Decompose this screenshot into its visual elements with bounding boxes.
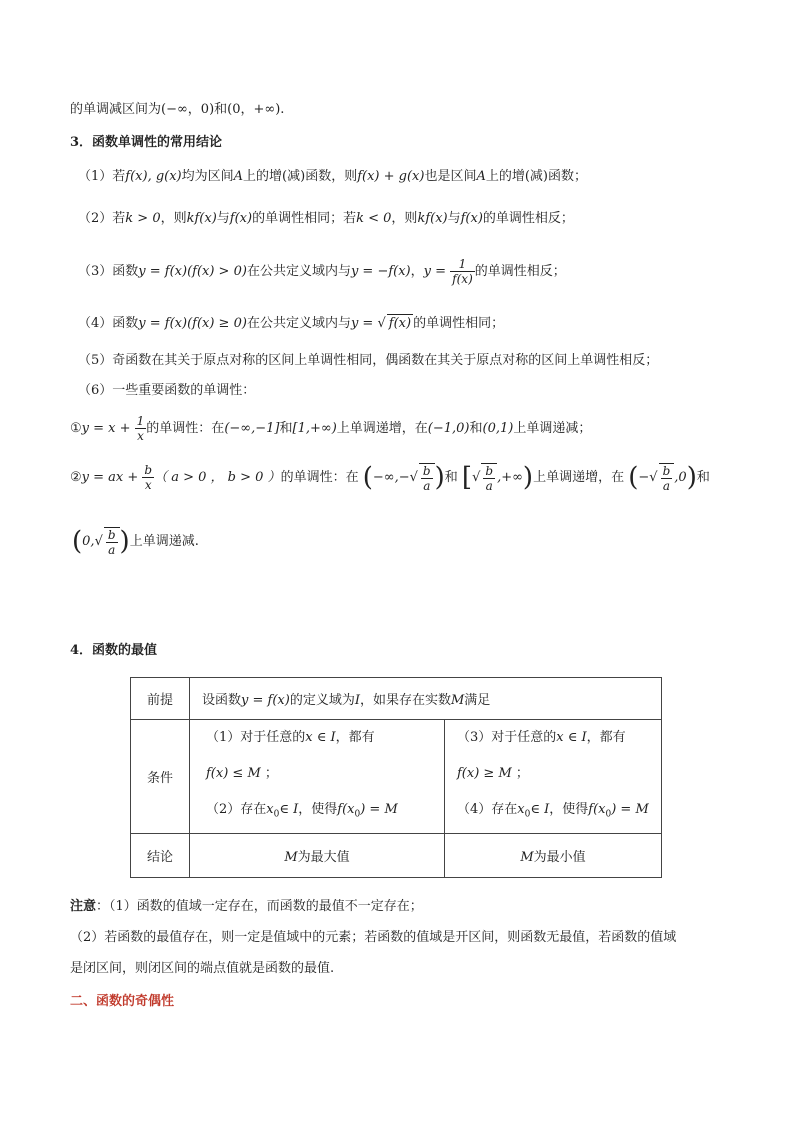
premise-cell: 设函数y = f(x)的定义域为I，如果存在实数M满足 [190, 678, 662, 720]
left-paren: ( [362, 462, 373, 493]
function-case-1: ①y = x + $\frac{1}{x}$ 的单调性：在(−∞,−1]和[1,+∞)上单调递增，在(−1,0)和(0,1)上单调递减； [70, 414, 592, 443]
note-2-line-1: （2）若函数的最值存在，则一定是值域中的元素；若函数的值域是开区间，则函数无最值，若函数的值域 [70, 930, 677, 945]
premise-label: 前提 [131, 678, 190, 720]
item-6: （6）一些重要函数的单调性： [78, 383, 256, 398]
conclusion-label: 结论 [131, 834, 190, 878]
conclusion-max: M为最大值 [190, 834, 445, 878]
sqrt-b-over-a: $\frac{b}{a}$ [104, 527, 120, 557]
table-row [131, 678, 662, 720]
item-1: （1）若f(x), g(x)均为区间A上的增(减)函数，则f(x) + g(x)也是区间A上的增(减)函数； [78, 169, 588, 184]
conclusion-min: M为最小值 [445, 834, 662, 878]
section-3-title: 3．函数单调性的常用结论 [70, 135, 223, 150]
condition-left-cell: （1）对于任意的x ∈ I，都有 f(x) ≤ M ； （2）存在$x_0\in$ I，使得$f(x_0) = M$ [190, 720, 445, 834]
table-row [131, 720, 662, 834]
section-2-title: 二、函数的奇偶性 [70, 994, 175, 1009]
table-row [131, 834, 662, 878]
item-4: （4）函数y = f(x)(f(x) ≥ 0)在公共定义域内与y = √ f(x) 的单调性相同； [78, 316, 505, 331]
item-2: （2）若k > 0，则kf(x)与f(x)的单调性相同；若k < 0，则kf(x)与f(x)的单调性相反； [78, 211, 574, 226]
sqrt-b-over-a: $\frac{b}{a}$ [481, 463, 497, 493]
fraction-b-over-x: $\frac{b}{x}$ [144, 463, 153, 492]
function-case-2-cont: (0,√ $\frac{b}{a}$ )上单调递减. [72, 526, 199, 557]
item-3: （3）函数y = f(x)(f(x) > 0)在公共定义域内与y = −f(x)，y = $\frac{1}{f(x)}$ 的单调性相反； [78, 257, 566, 286]
sqrt-sign: √ [377, 316, 386, 331]
section-4-title: 4．函数的最值 [70, 643, 158, 658]
fraction-1-over-x: $\frac{1}{x}$ [136, 414, 145, 443]
item-5: （5）奇函数在其关于原点对称的区间上单调性相同，偶函数在其关于原点对称的区间上单调性相反； [78, 353, 659, 368]
intro-tail-text: 的单调减区间为(−∞，0)和(0，+∞). [70, 102, 285, 117]
condition-label: 条件 [131, 720, 190, 834]
extremum-table [130, 677, 662, 878]
note-2-line-2: 是闭区间，则闭区间的端点值就是函数的最值. [70, 961, 335, 976]
function-case-2: ②y = ax + $\frac{b}{x}$ （ a > 0 ， b > 0 ）的单调性：在 (−∞,−√ $\frac{b}{a}$ )和 [√ $\frac{b}{a}$ ,+∞)上单调递增，在 (−√ $\frac{b}{a}$ ,0)和 [70, 462, 710, 493]
fraction-1-over-fx: $\frac{1}{f(x)}$ [452, 257, 473, 286]
condition-right-cell: （3）对于任意的x ∈ I，都有 f(x) ≥ M ； （4）存在$x_0\in$ I，使得$f(x_0) = M$ [445, 720, 662, 834]
note-1: 注意：（1）函数的值域一定存在，而函数的最值不一定存在； [70, 899, 423, 914]
sqrt-b-over-a: $\frac{b}{a}$ [659, 463, 675, 493]
sqrt-b-over-a: $\frac{b}{a}$ [419, 463, 435, 493]
